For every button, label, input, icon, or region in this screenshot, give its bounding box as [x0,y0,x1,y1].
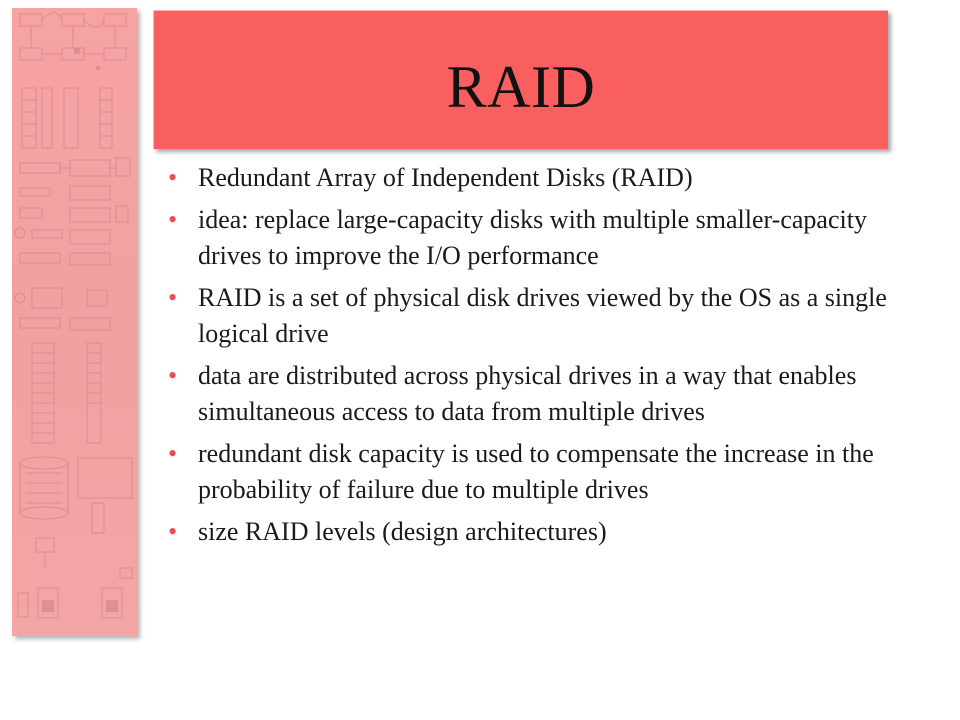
bullet-text: size RAID levels (design architectures) [198,517,607,546]
bullet-marker-icon: • [168,517,178,546]
decorative-diagram-strip [12,8,137,636]
bullet-marker-icon: • [168,163,178,192]
bullet-marker-icon: • [168,361,178,390]
bullet-text: idea: replace large-capacity disks with multiple smaller-capacity drives to improve the I/O performance [198,205,867,270]
bullet-item [166,280,926,352]
bullet-marker-icon: • [168,205,178,234]
bullet-item [166,514,926,550]
bullet-item [166,358,926,430]
bullet-text: RAID is a set of physical disk drives viewed by the OS as a single logical drive [198,283,887,348]
bullet-text: data are distributed across physical drives in a way that enables simultaneous access to data from multiple drives [198,361,857,426]
title-banner [153,10,888,149]
bullet-list [166,160,926,556]
bullet-marker-icon: • [168,439,178,468]
bullet-text: Redundant Array of Independent Disks (RAID) [198,163,693,192]
bullet-item [166,436,926,508]
bullet-item [166,202,926,274]
bullet-marker-icon: • [168,283,178,312]
bullet-item [166,160,926,196]
bullet-text: redundant disk capacity is used to compensate the increase in the probability of failure due to multiple drives [198,439,874,504]
slide-title: RAID [446,54,596,120]
faded-diagram-graphic [12,8,137,636]
